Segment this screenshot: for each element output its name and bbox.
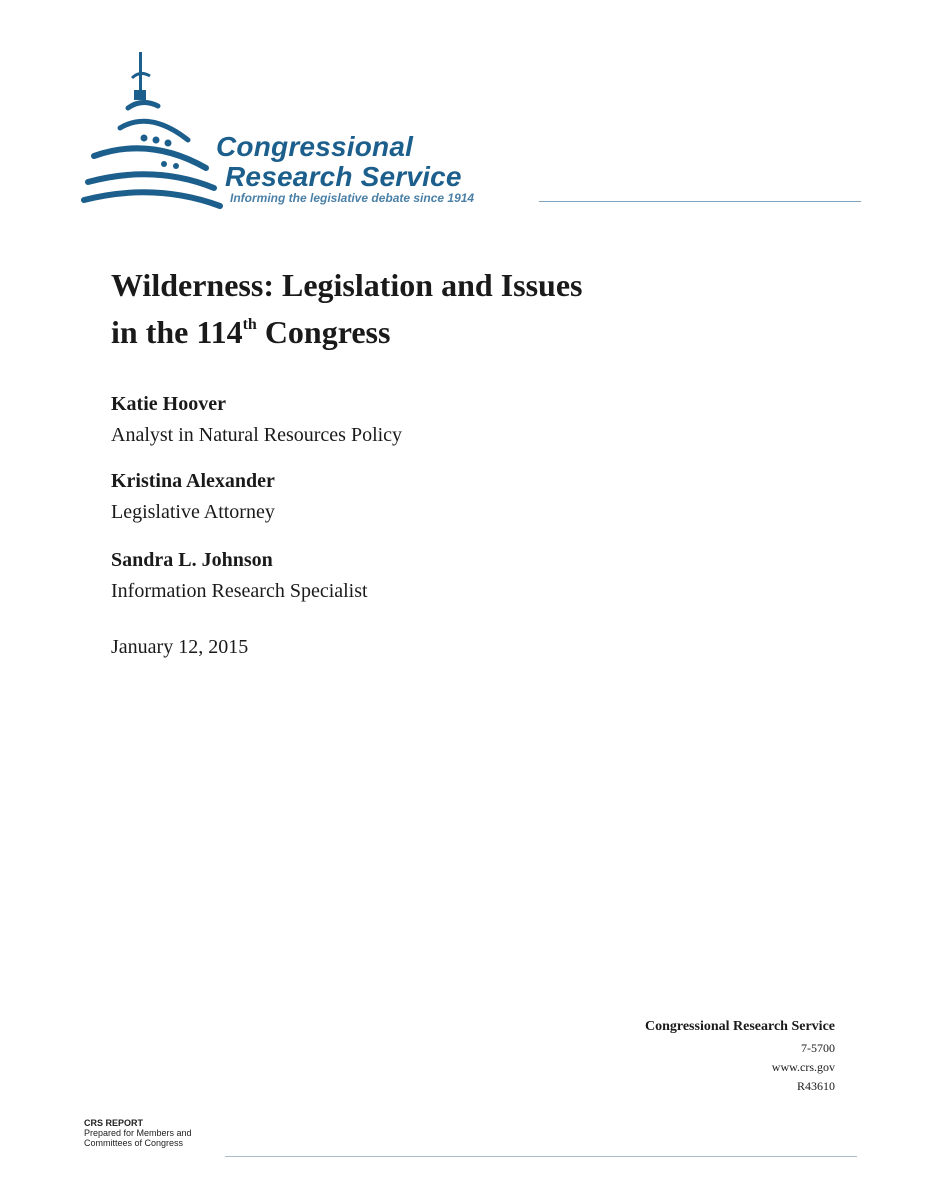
author-role: Analyst in Natural Resources Policy xyxy=(111,424,403,446)
author-name: Katie Hoover xyxy=(111,393,226,415)
header-divider xyxy=(539,201,861,202)
org-name-line2: Research Service xyxy=(225,161,462,192)
report-date: January 12, 2015 xyxy=(111,636,249,658)
contact-website: www.crs.gov xyxy=(771,1060,835,1074)
author-block xyxy=(111,390,402,449)
title-line2-suffix: Congress xyxy=(256,314,391,350)
author-role: Information Research Specialist xyxy=(111,580,368,602)
footer-divider xyxy=(225,1156,857,1157)
report-box-line2: Committees of Congress xyxy=(84,1138,184,1148)
tagline: Informing the legislative debate since 1914 xyxy=(230,191,475,205)
author-role: Legislative Attorney xyxy=(111,501,275,523)
title-superscript: th xyxy=(242,316,257,333)
author-name: Kristina Alexander xyxy=(111,470,275,492)
contact-org: Congressional Research Service xyxy=(644,1019,835,1034)
crs-report-label xyxy=(84,1118,192,1148)
author-name: Sandra L. Johnson xyxy=(111,549,273,571)
author-block xyxy=(111,546,368,605)
report-box-line1: Prepared for Members and xyxy=(84,1128,192,1138)
org-name xyxy=(216,132,462,192)
contact-block xyxy=(645,1015,835,1096)
crs-header xyxy=(80,48,870,218)
report-number: R43610 xyxy=(796,1079,835,1093)
report-title xyxy=(111,262,583,356)
capitol-dome-logo xyxy=(80,48,230,213)
report-box-heading: CRS REPORT xyxy=(84,1118,144,1128)
contact-phone: 7-5700 xyxy=(801,1041,835,1055)
title-line1: Wilderness: Legislation and Issues xyxy=(111,267,583,303)
author-block xyxy=(111,467,275,526)
title-line2-prefix: in the 114 xyxy=(111,314,243,350)
org-name-line1: Congressional xyxy=(216,131,414,162)
